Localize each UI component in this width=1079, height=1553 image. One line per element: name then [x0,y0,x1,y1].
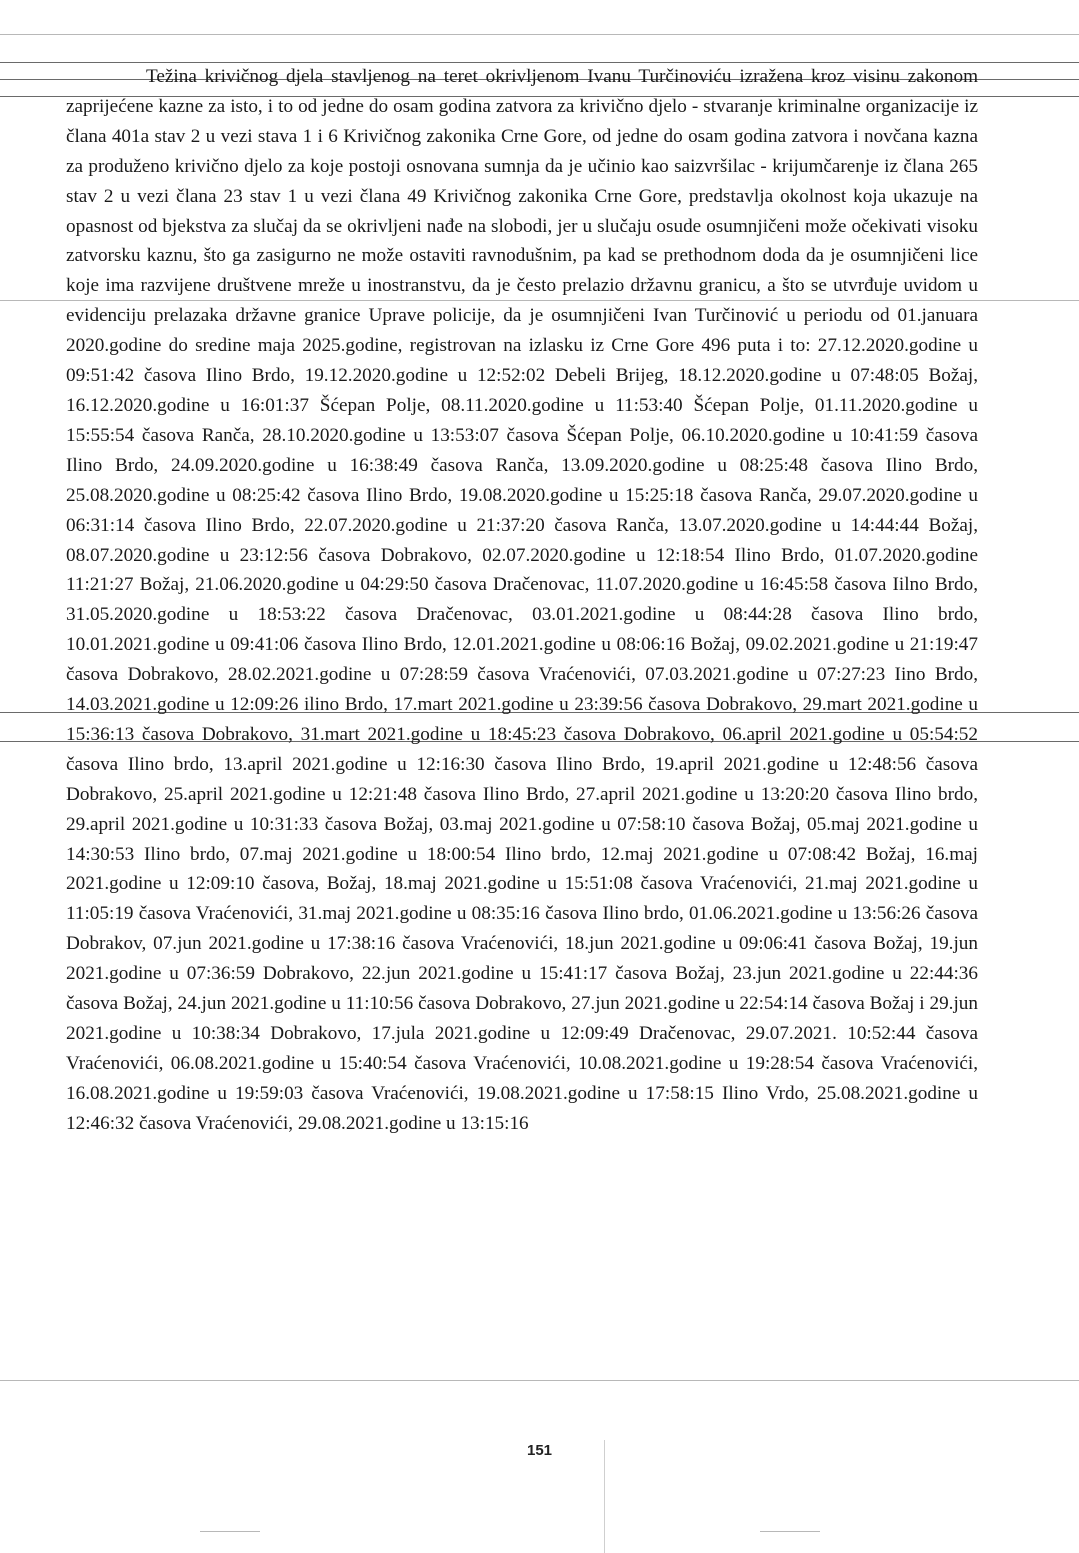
body-paragraph: Težina krivičnog djela stavljenog na teret okrivljenom Ivanu Turčinoviću izražena kroz visinu zakonom zaprijećene kazne za isto, i to od jedne do osam godina zatvora za krivično djelo - stvaranje kriminalne organizacije iz člana 401a stav 2 u vezi stava 1 i 6 Krivičnog zakonika Crne Gore, od jedne do osam godina zatvora i novčana kazna za produženo krivično djelo za koje postoji osnovana sumnja da je učinio kao saizvršilac - krijumčarenje iz člana 265 stav 2 u vezi člana 23 stav 1 u vezi člana 49 Krivičnog zakonika Crne Gore, predstavlja okolnost koja ukazuje na opasnost od bjekstva za slučaj da se okrivljeni nađe na slobodi, jer u slučaju osude osumnjičeni može očekivati visoku zatvorsku kaznu, što ga zasigurno ne može ostaviti ravnodušnim, pa kad se prethodnom doda da je osumnjičeni lice koje ima razvijene društvene mreže u inostranstvu, da je često prelazio državnu granicu, a što se utvrđuje uvidom u evidenciju prelazaka državne granice Uprave policije, da je osumnjičeni Ivan Turčinović u periodu od 01.januara 2020.godine do sredine maja 2025.godine, registrovan na izlasku iz Crne Gore 496 puta i to: 27.12.2020.godine u 09:51:42 časova Ilino Brdo, 19.12.2020.godine u 12:52:02 Debeli Brijeg, 18.12.2020.godine u 07:48:05 Božaj, 16.12.2020.godine u 16:01:37 Šćepan Polje, 08.11.2020.godine u 11:53:40 Šćepan Polje, 01.11.2020.godine u 15:55:54 časova Ranča, 28.10.2020.godine u 13:53:07 časova Šćepan Polje, 06.10.2020.godine u 10:41:59 časova Ilino Brdo, 24.09.2020.godine u 16:38:49 časova Ranča, 13.09.2020.godine u 08:25:48 časova Ilino Brdo, 25.08.2020.godine u 08:25:42 časova Ilino Brdo, 19.08.2020.godine u 15:25:18 časova Ranča, 29.07.2020.godine u 06:31:14 časova Ilino Brdo, 22.07.2020.godine u 21:37:20 časova Ranča, 13.07.2020.godine u 14:44:44 Božaj, 08.07.2020.godine u 23:12:56 časova Dobrakovo, 02.07.2020.godine u 12:18:54 Ilino Brdo, 01.07.2020.godine 11:21:27 Božaj, 21.06.2020.godine u 04:29:50 časova Dračenovac, 11.07.2020.godine u 16:45:58 časova Iilno Brdo, 31.05.2020.godine u 18:53:22 časova Dračenovac, 03.01.2021.godine u 08:44:28 časova Ilino brdo, 10.01.2021.godine u 09:41:06 časova Ilino Brdo, 12.01.2021.godine u 08:06:16 Božaj, 09.02.2021.godine u 21:19:47 časova Dobrakovo, 28.02.2021.godine u 07:28:59 časova Vraćenovići, 07.03.2021.godine u 07:27:23 Iino Brdo, 14.03.2021.godine u 12:09:26 ilino Brdo, 17.mart 2021.godine u 23:39:56 časova Dobrakovo, 29.mart 2021.godine u 15:36:13 časova Dobrakovo, 31.mart 2021.godine u 18:45:23 časova Dobrakovo, 06.april 2021.godine u 05:54:52 časova Ilino brdo, 13.april 2021.godine u 12:16:30 časova Ilino Brdo, 19.april 2021.godine u 12:48:56 časova Dobrakovo, 25.april 2021.godine u 12:21:48 časova Ilino Brdo, 27.april 2021.godine u 13:20:20 časova Ilino brdo, 29.april 2021.godine u 10:31:33 časova Božaj, 03.maj 2021.godine u 07:58:10 časova Božaj, 05.maj 2021.godine u 14:30:53 Ilino brdo, 07.maj 2021.godine u 18:00:54 Ilino brdo, 12.maj 2021.godine u 07:08:42 Božaj, 16.maj 2021.godine u 12:09:10 časova, Božaj, 18.maj 2021.godine u 15:51:08 časova Vraćenovići, 21.maj 2021.godine u 11:05:19 časova Vraćenovići, 31.maj 2021.godine u 08:35:16 časova Ilino brdo, 01.06.2021.godine u 13:56:26 časova Dobrakov, 07.jun 2021.godine u 17:38:16 časova Vraćenovići, 18.jun 2021.godine u 09:06:41 časova Božaj, 19.jun 2021.godine u 07:36:59 Dobrakovo, 22.jun 2021.godine u 15:41:17 časova Božaj, 23.jun 2021.godine u 22:44:36 časova Božaj, 24.jun 2021.godine u 11:10:56 časova Dobrakovo, 27.jun 2021.godine u 22:54:14 časova Božaj i 29.jun 2021.godine u 10:38:34 Dobrakovo, 17.jula 2021.godine u 12:09:49 Dračenovac, 29.07.2021. 10:52:44 časova Vraćenovići, 06.08.2021.godine u 15:40:54 časova Vraćenovići, 10.08.2021.godine u 19:28:54 časova Vraćenovići, 16.08.2021.godine u 19:59:03 časova Vraćenovići, 19.08.2021.godine u 17:58:15 Ilino Vrdo, 25.08.2021.godine u 12:46:32 časova Vraćenovići, 29.08.2021.godine u 13:15:16 [66,66,978,1134]
scan-artifact-line [200,1531,260,1532]
scan-artifact-line [760,1531,820,1532]
scan-artifact-line [0,34,1079,35]
document-body [66,62,978,1139]
page-number: 151 [526,1442,553,1459]
scan-artifact-line [0,1380,1079,1381]
